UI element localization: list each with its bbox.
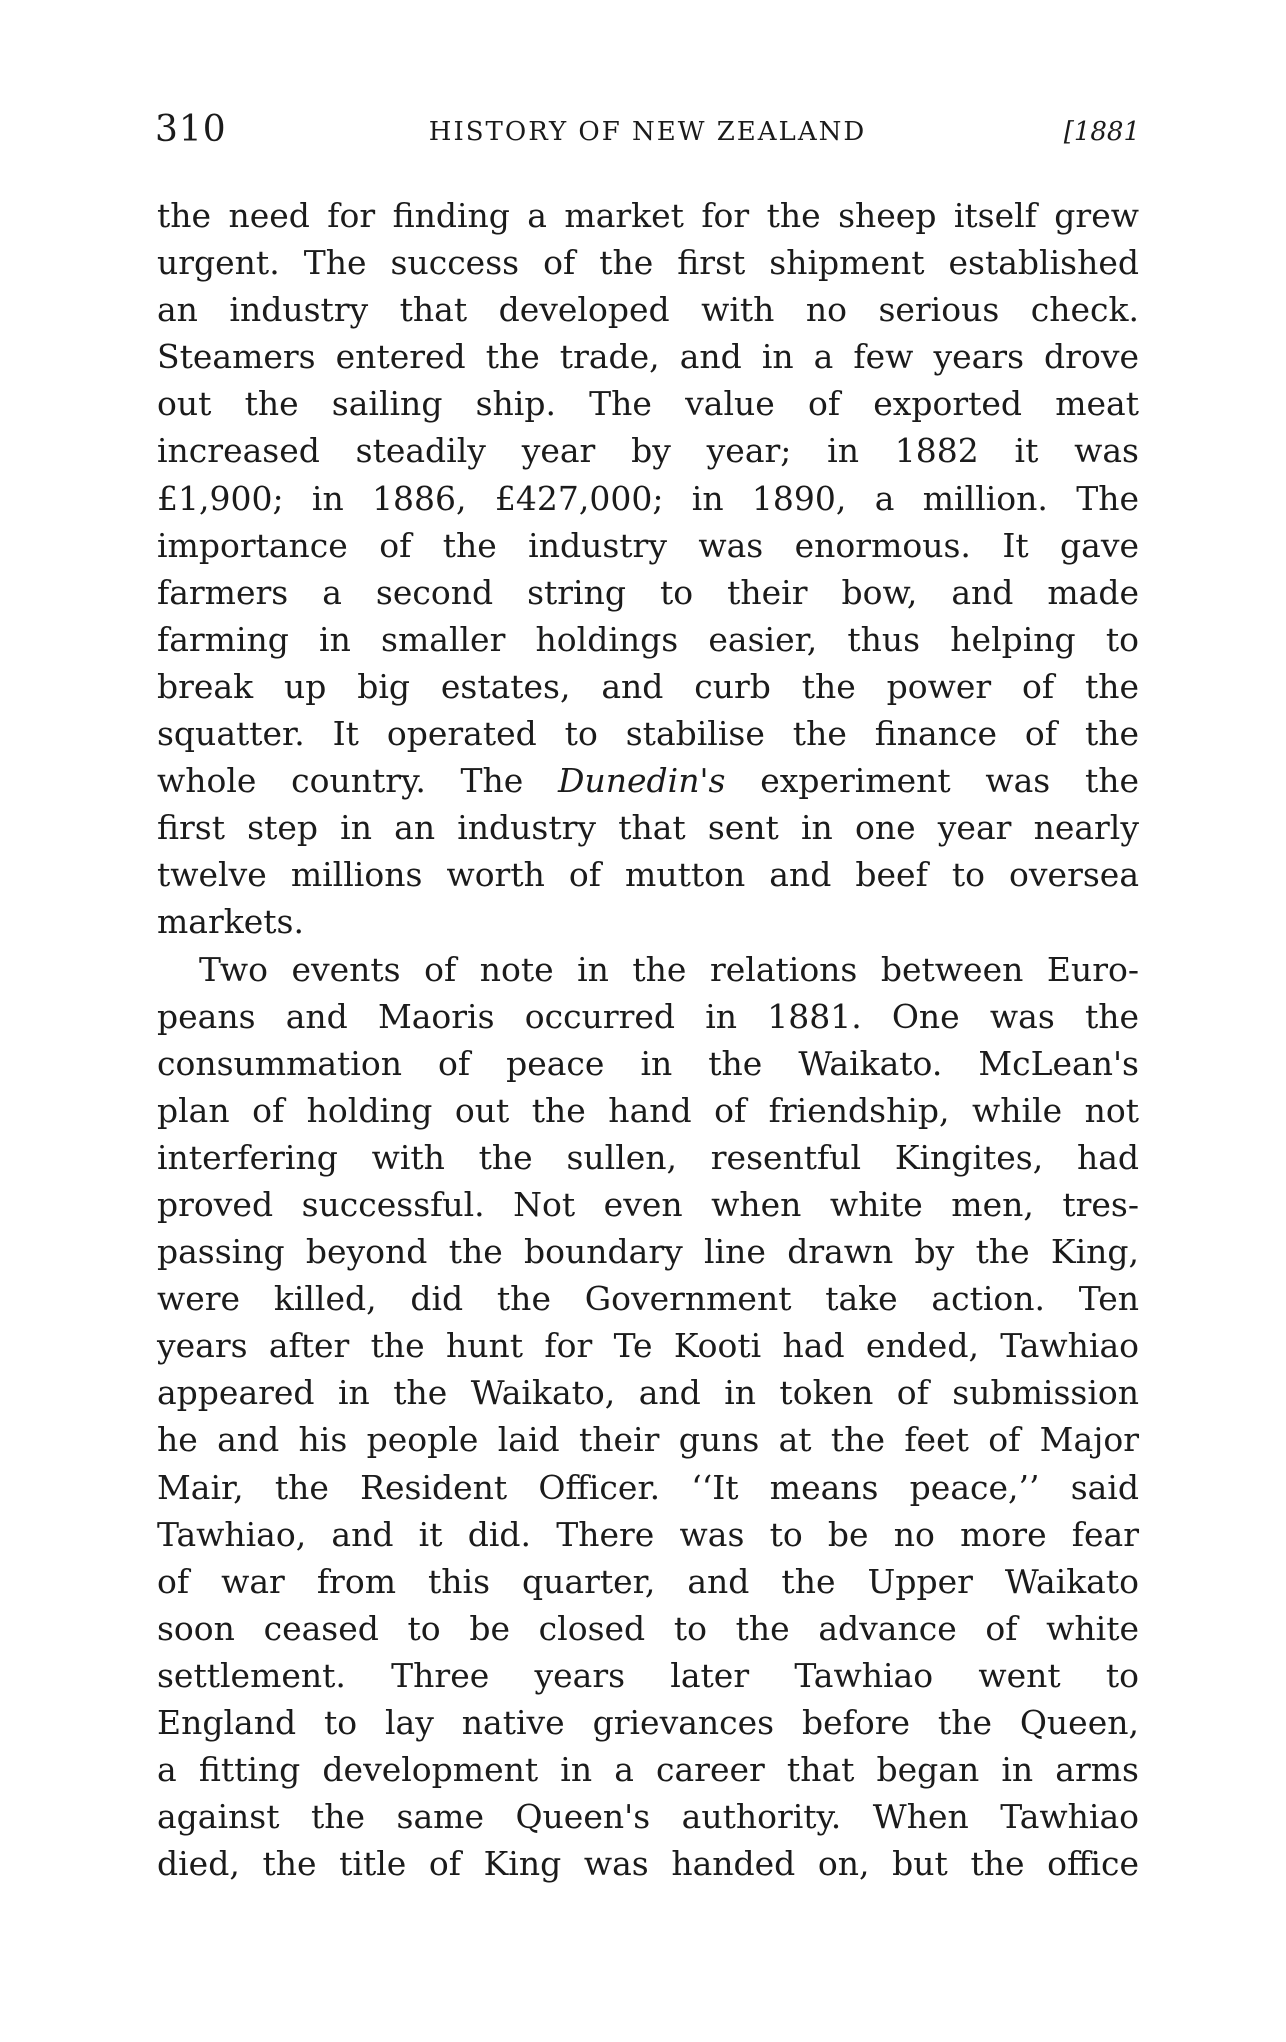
text-line: twelve millions worth of mutton and beef to oversea <box>157 855 1139 895</box>
text-line: England to lay native grievances before the Queen, <box>157 1703 1139 1742</box>
text-run: experiment was the <box>725 761 1140 801</box>
text-line: markets. <box>157 902 304 942</box>
text-line: settlement. Three years later Tawhiao went to <box>157 1655 1139 1695</box>
text-line: Two events of note in the relations between Euro- <box>199 949 1139 989</box>
text-line: farming in smaller holdings easier, thus helping to <box>157 619 1139 659</box>
text-line: died, the title of King was handed on, but the office <box>157 1844 1139 1884</box>
page-number: 310 <box>155 109 227 150</box>
text-line: Mair, the Resident Officer. ‘‘It means peace,’’ said <box>157 1467 1139 1507</box>
text-line: plan of holding out the hand of friendship, while not <box>157 1090 1139 1130</box>
text-line: he and his people laid their guns at the feet of Major <box>157 1420 1139 1460</box>
text-line: interfering with the sullen, resentful Kingites, had <box>157 1137 1139 1177</box>
text-line: Tawhiao, and it did. There was to be no more fear <box>157 1514 1139 1554</box>
ship-name-italic: Dunedin's <box>558 761 726 801</box>
paragraph-1 <box>157 192 1139 946</box>
text-line: first step in an industry that sent in one year nearly <box>157 808 1139 848</box>
text-line: importance of the industry was enormous. It gave <box>157 525 1139 565</box>
text-line <box>157 757 1139 804</box>
text-line: appeared in the Waikato, and in token of submission <box>157 1373 1139 1413</box>
text-line: were killed, did the Government take action. Ten <box>157 1279 1139 1319</box>
text-line: urgent. The success of the first shipment established <box>157 243 1139 283</box>
text-run: whole country. The <box>157 761 559 801</box>
text-line: against the same Queen's authority. When Tawhiao <box>157 1797 1139 1837</box>
paragraph-2 <box>157 946 1139 1888</box>
text-line: years after the hunt for Te Kooti had ended, Tawhiao <box>157 1326 1139 1366</box>
running-title: HISTORY OF NEW ZEALAND <box>428 117 867 147</box>
text-line: of war from this quarter, and the Upper Waikato <box>157 1561 1139 1601</box>
text-line: proved successful. Not even when white men, tres- <box>157 1184 1139 1224</box>
text-line: peans and Maoris occurred in 1881. One was the <box>157 996 1139 1036</box>
running-head <box>155 106 1140 158</box>
text-line: the need for finding a market for the sheep itself grew <box>157 196 1139 235</box>
text-line: squatter. It operated to stabilise the finance of the <box>157 714 1139 754</box>
text-line: a fitting development in a career that began in arms <box>157 1750 1139 1790</box>
running-year: [1881 <box>1063 117 1140 147</box>
body-text <box>157 192 1139 1887</box>
text-line: £1,900; in 1886, £427,000; in 1890, a million. The <box>157 478 1139 518</box>
text-line: consummation of peace in the Waikato. McLean's <box>157 1043 1139 1083</box>
text-line: an industry that developed with no serious check. <box>157 290 1139 330</box>
text-line: increased steadily year by year; in 1882 it was <box>157 431 1139 471</box>
text-line: Steamers entered the trade, and in a few years drove <box>157 337 1139 377</box>
text-line: break up big estates, and curb the power of the <box>157 666 1139 706</box>
text-line: out the sailing ship. The value of exported meat <box>157 384 1139 424</box>
text-line: passing beyond the boundary line drawn by the King, <box>157 1232 1139 1272</box>
text-line: soon ceased to be closed to the advance of white <box>157 1608 1139 1648</box>
text-line: farmers a second string to their bow, and made <box>157 572 1139 612</box>
